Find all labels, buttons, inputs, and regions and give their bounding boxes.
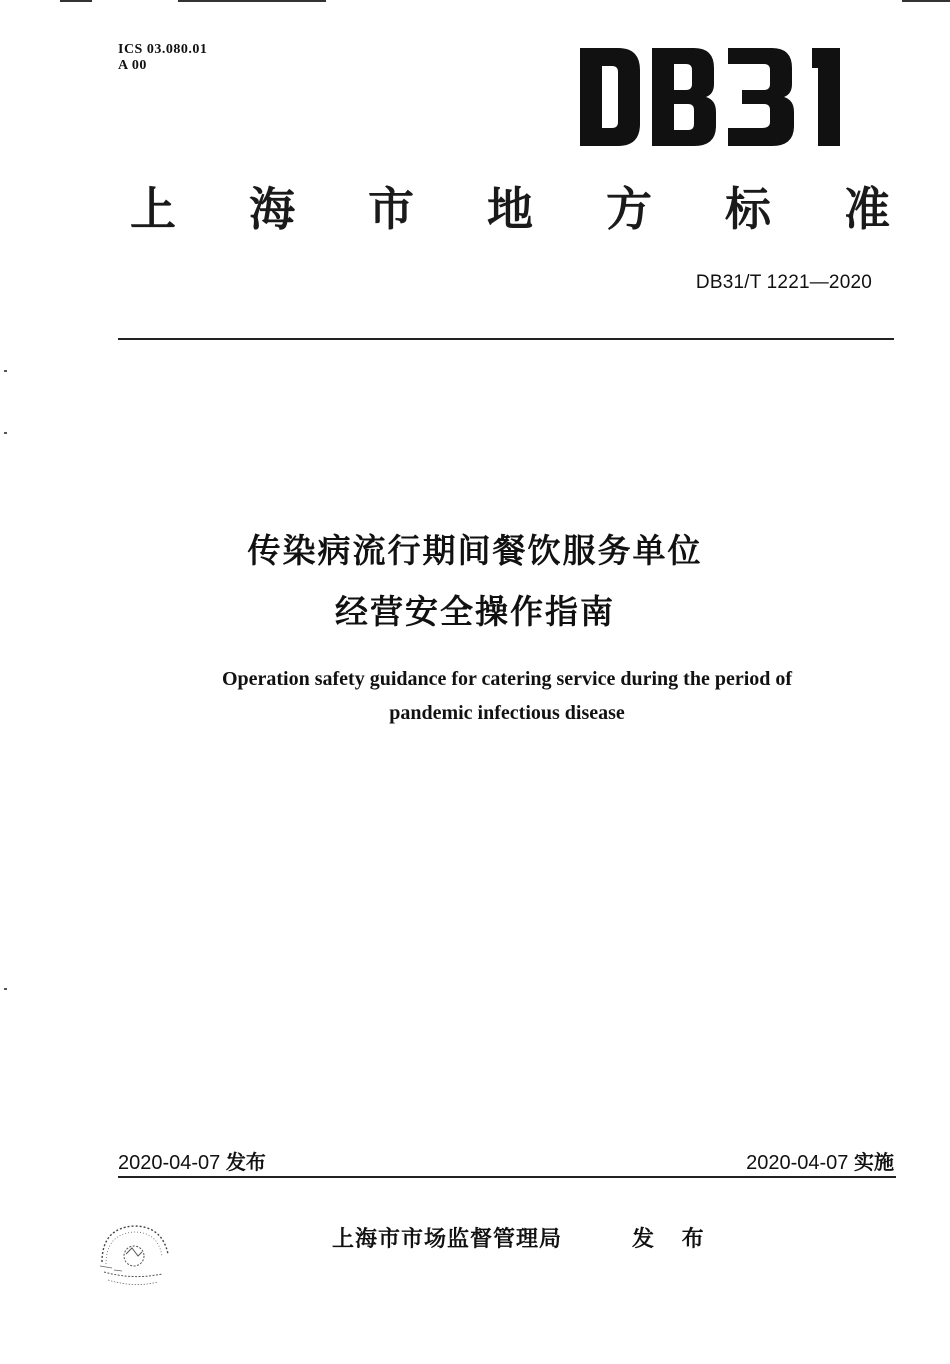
heading-char: 海 bbox=[249, 182, 295, 236]
classification-codes bbox=[118, 42, 207, 74]
heading-char: 市 bbox=[368, 182, 414, 236]
footer-divider bbox=[118, 1176, 896, 1178]
margin-speck bbox=[4, 370, 7, 372]
title-en-line1: Operation safety guidance for catering service during the period of bbox=[221, 668, 793, 690]
heading-char: 标 bbox=[725, 182, 771, 236]
ccs-code: A 00 bbox=[118, 58, 147, 73]
margin-speck bbox=[4, 988, 7, 990]
issue-date: 2020-04-07 bbox=[118, 1152, 221, 1174]
heading-char: 上 bbox=[130, 182, 176, 236]
effective-label: 实施 bbox=[854, 1150, 894, 1174]
issuing-authority: 上海市市场监督管理局 bbox=[332, 1227, 563, 1252]
title-cn-line1: 传染病流行期间餐饮服务单位 bbox=[247, 531, 703, 570]
scan-artifact-line bbox=[60, 0, 92, 2]
heading-char: 地 bbox=[487, 182, 533, 236]
margin-speck bbox=[4, 432, 7, 434]
effective-date: 2020-04-07 bbox=[746, 1152, 849, 1174]
heading-char: 准 bbox=[844, 182, 890, 236]
scan-artifact-line bbox=[902, 0, 950, 2]
stamp-seal-icon bbox=[92, 1218, 174, 1290]
header-divider bbox=[118, 338, 894, 340]
scan-artifact-line bbox=[178, 0, 326, 2]
ics-code: ICS 03.080.01 bbox=[118, 42, 208, 57]
title-en-line2: pandemic infectious disease bbox=[389, 702, 625, 724]
standard-number: DB31/T 1221—2020 bbox=[695, 272, 872, 293]
issue-label: 发布 bbox=[225, 1150, 266, 1174]
db31-logo bbox=[578, 44, 844, 150]
effective-date-block bbox=[746, 1146, 894, 1175]
issuer-action: 发 布 bbox=[632, 1227, 714, 1252]
title-cn-line2: 经营安全操作指南 bbox=[335, 592, 615, 631]
standard-type-heading bbox=[130, 176, 890, 236]
issue-date-block bbox=[118, 1146, 266, 1175]
heading-char: 方 bbox=[606, 182, 652, 236]
